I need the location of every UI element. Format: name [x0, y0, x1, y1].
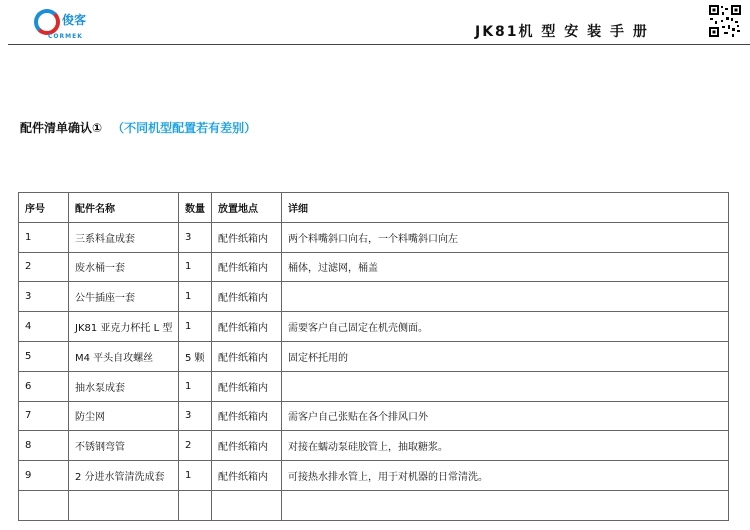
- cell-part-name: 公牛插座一套: [69, 282, 179, 312]
- cell-detail: [282, 371, 729, 401]
- cell-quantity: 1: [179, 282, 212, 312]
- cell-part-name: M4 平头自攻螺丝: [69, 341, 179, 371]
- column-header-quantity: 数量: [179, 193, 212, 223]
- cell-detail: 桶体，过滤网，桶盖: [282, 252, 729, 282]
- cell-index: 7: [19, 401, 69, 431]
- logo-ring-icon: [34, 9, 60, 35]
- page-header: [0, 0, 750, 48]
- cell-detail: [282, 282, 729, 312]
- cell-location: 配件纸箱内: [212, 461, 282, 491]
- table-row: [19, 431, 729, 461]
- section-title: [20, 119, 256, 136]
- column-header-index: 序号: [19, 193, 69, 223]
- cell-index: 9: [19, 461, 69, 491]
- table-row: [19, 252, 729, 282]
- section-note: （不同机型配置若有差别）: [112, 121, 257, 135]
- cell-detail: 对接在蠕动泵硅胶管上，抽取糖浆。: [282, 431, 729, 461]
- cell-quantity: 1: [179, 312, 212, 342]
- cell-detail: 需客户自己张贴在各个排风口外: [282, 401, 729, 431]
- cell-part-name: 三系料盒成套: [69, 222, 179, 252]
- table-row: [19, 341, 729, 371]
- cell-quantity: 3: [179, 222, 212, 252]
- cell-location: 配件纸箱内: [212, 222, 282, 252]
- cell-detail: 可接热水排水管上，用于对机器的日常清洗。: [282, 461, 729, 491]
- table-row: [19, 312, 729, 342]
- cell-location: [212, 490, 282, 520]
- cell-detail: [282, 490, 729, 520]
- column-header-location: 放置地点: [212, 193, 282, 223]
- cell-index: 3: [19, 282, 69, 312]
- cell-location: 配件纸箱内: [212, 341, 282, 371]
- parts-table: [18, 192, 729, 521]
- cell-part-name: 2 分进水管清洗成套: [69, 461, 179, 491]
- document-title: JK81机 型 安 装 手 册: [475, 24, 649, 40]
- cell-detail: 两个料嘴斜口向右，一个料嘴斜口向左: [282, 222, 729, 252]
- cell-location: 配件纸箱内: [212, 312, 282, 342]
- cell-index: 6: [19, 371, 69, 401]
- logo-subtext: CORMEK: [48, 33, 83, 40]
- column-header-detail: 详细: [282, 193, 729, 223]
- cell-quantity: 2: [179, 431, 212, 461]
- cell-detail: 需要客户自己固定在机壳侧面。: [282, 312, 729, 342]
- cell-part-name: 废水桶一套: [69, 252, 179, 282]
- cell-index: 2: [19, 252, 69, 282]
- cell-quantity: 5 颗: [179, 341, 212, 371]
- cell-location: 配件纸箱内: [212, 371, 282, 401]
- qr-code-icon: [708, 4, 742, 38]
- cell-quantity: 1: [179, 371, 212, 401]
- cell-detail: 固定杯托用的: [282, 341, 729, 371]
- cell-index: 8: [19, 431, 69, 461]
- cell-location: 配件纸箱内: [212, 282, 282, 312]
- cell-index: 4: [19, 312, 69, 342]
- cell-quantity: 1: [179, 461, 212, 491]
- cell-quantity: [179, 490, 212, 520]
- cell-location: 配件纸箱内: [212, 431, 282, 461]
- cell-part-name: JK81 亚克力杯托 L 型: [69, 312, 179, 342]
- table-row: [19, 222, 729, 252]
- table-row-empty: [19, 490, 729, 520]
- cell-part-name: 不锈钢弯管: [69, 431, 179, 461]
- column-header-part-name: 配件名称: [69, 193, 179, 223]
- cell-index: 5: [19, 341, 69, 371]
- table-row: [19, 371, 729, 401]
- header-divider: [8, 44, 750, 45]
- table-row: [19, 401, 729, 431]
- cell-quantity: 3: [179, 401, 212, 431]
- cell-part-name: [69, 490, 179, 520]
- cell-part-name: 抽水泵成套: [69, 371, 179, 401]
- table-row: [19, 282, 729, 312]
- logo-text: 俊客: [62, 13, 87, 27]
- company-logo: [34, 8, 104, 42]
- cell-quantity: 1: [179, 252, 212, 282]
- section-heading: 配件清单确认①: [20, 121, 103, 135]
- cell-location: 配件纸箱内: [212, 252, 282, 282]
- cell-index: [19, 490, 69, 520]
- cell-location: 配件纸箱内: [212, 401, 282, 431]
- cell-part-name: 防尘网: [69, 401, 179, 431]
- table-row: [19, 461, 729, 491]
- cell-index: 1: [19, 222, 69, 252]
- table-header-row: [19, 193, 729, 223]
